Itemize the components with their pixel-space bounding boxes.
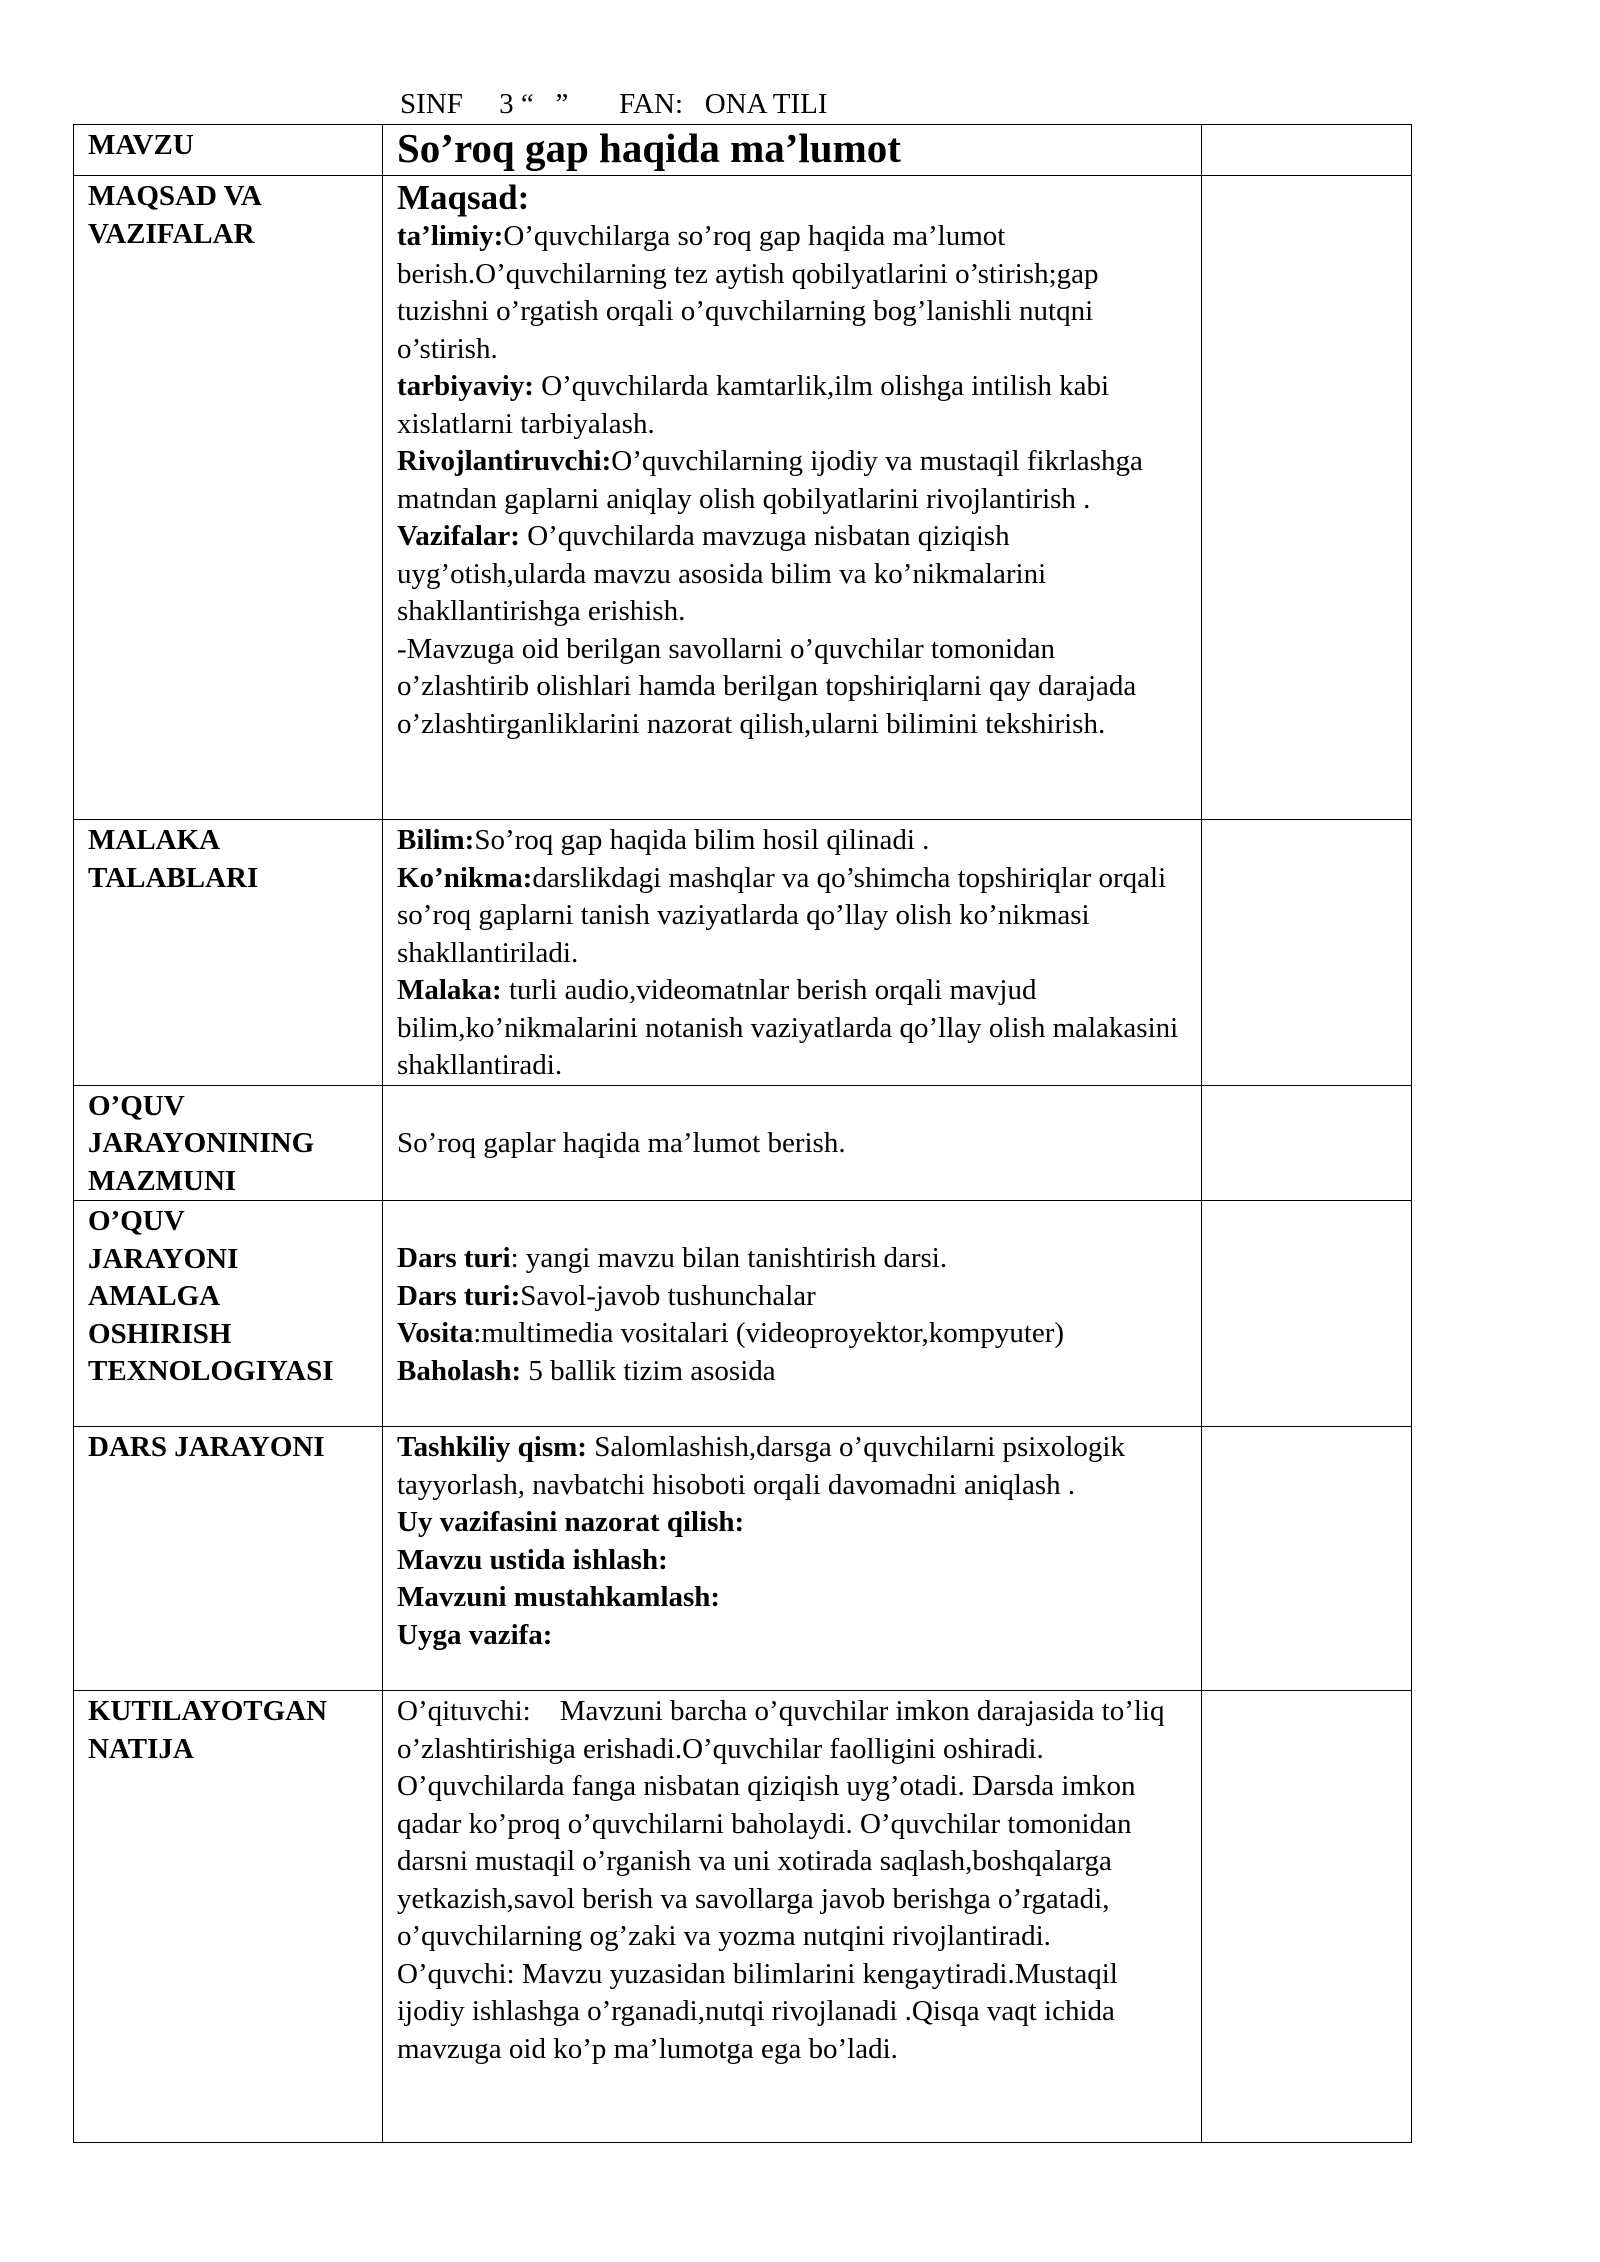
educational-goal	[397, 218, 1187, 368]
row-topic	[74, 125, 1412, 176]
outcome-label-line: NATIJA	[88, 1732, 194, 1765]
row-technology	[74, 1201, 1412, 1427]
upbringing-goal-label: tarbiyaviy:	[397, 370, 534, 402]
process-label: DARS JARAYONI	[74, 1427, 383, 1691]
developmental-goal-text: O’quvchilarning ijodiy va mustaqil fikrlashga matndan gaplarni aniqlay olish qobilyatlarini rivojlantirish .	[397, 445, 1143, 515]
upbringing-goal	[397, 368, 1187, 443]
goals-label-line: MAQSAD VA	[88, 180, 262, 212]
developmental-goal-label: Rivojlantiruvchi:	[397, 445, 612, 477]
skill	[397, 860, 1187, 973]
organizational-part-text: Salomlashish,darsga o’quvchilarni psixologik tayyorlash, navbatchi hisoboti orqali davomadni aniqlash .	[397, 1431, 1125, 1501]
process-extra-cell	[1202, 1427, 1412, 1691]
content-label-line: JARAYONINING	[88, 1127, 315, 1159]
upbringing-goal-text: O’quvchilarda kamtarlik,ilm olishga intilish kabi xislatlarni tarbiyalash.	[397, 370, 1109, 440]
technology-cell	[383, 1201, 1202, 1427]
topic-cell	[383, 125, 1202, 176]
outcome-cell	[383, 1691, 1202, 2143]
process-step: Uy vazifasini nazorat qilish:	[397, 1506, 745, 1538]
topic-extra-cell	[1202, 125, 1412, 176]
row-goals	[74, 176, 1412, 820]
lesson-type-1	[397, 1240, 1187, 1278]
tools-text: :multimedia vositalari (videoproyektor,kompyuter)	[473, 1317, 1065, 1349]
lesson-type-2-label: Dars turi:	[397, 1279, 521, 1312]
goals-label-line: VAZIFALAR	[88, 217, 255, 250]
technology-label-line: TEXNOLOGIYASI	[88, 1355, 334, 1387]
process-step: Mavzu ustida ishlash:	[397, 1543, 668, 1576]
educational-goal-label: ta’limiy:	[397, 220, 504, 252]
educational-goal-text: O’quvchilarga so’roq gap haqida ma’lumot berish.O’quvchilarning tez aytish qobilyatlarini o’stirish;gap tuzishni o’rgatish orqali o’quvchilarning bog’lanishli nutqni o’stirish.	[397, 220, 1099, 365]
tasks-text: O’quvchilarda mavzuga nisbatan qiziqish uyg’otish,ularda mavzu asosida bilim va ko’nikmalarini shakllantirishga erishish.	[397, 520, 1047, 627]
subject-label: FAN:	[619, 88, 684, 120]
competence	[397, 972, 1187, 1085]
technology-label-line: O’QUV	[88, 1205, 185, 1237]
row-requirements	[74, 820, 1412, 1086]
lesson-type-1-text: : yangi mavzu bilan tanishtirish darsi.	[510, 1242, 948, 1274]
content-text: So’roq gaplar haqida ma’lumot berish.	[397, 1127, 846, 1159]
tools-label: Vosita	[397, 1317, 474, 1349]
knowledge	[397, 822, 1187, 860]
organizational-part-label: Tashkiliy qism:	[397, 1431, 587, 1463]
goals-heading: Maqsad:	[397, 178, 530, 217]
technology-extra-cell	[1202, 1201, 1412, 1427]
organizational-part	[397, 1429, 1187, 1504]
assessment-label: Baholash:	[397, 1354, 522, 1387]
row-outcome	[74, 1691, 1412, 2143]
lesson-type-2-text: Savol-javob tushunchalar	[520, 1279, 816, 1312]
goals-extra-cell	[1202, 176, 1412, 820]
competence-label: Malaka:	[397, 974, 502, 1006]
tasks-label: Vazifalar:	[397, 520, 520, 552]
lesson-plan-table	[73, 124, 1412, 2143]
competence-text: turli audio,videomatnlar berish orqali mavjud bilim,ko’nikmalarini notanish vaziyatlarda qo’llay olish malakasini shakllantiradi.	[397, 974, 1179, 1081]
topic-label: MAVZU	[74, 125, 383, 176]
outcome-label-line: KUTILAYOTGAN	[88, 1695, 328, 1727]
student-outcome: O’quvchi: Mavzu yuzasidan bilimlarini kengaytiradi.Mustaqil ijodiy ishlashga o’rganadi,nutqi rivojlanadi .Qisqa vaqt ichida mavzuga oid ko’p ma’lumotga ega bo’ladi.	[397, 1957, 1118, 2065]
outcome-extra-cell	[1202, 1691, 1412, 2143]
tasks	[397, 518, 1187, 631]
knowledge-text: So’roq gap haqida bilim hosil qilinadi .	[474, 824, 930, 856]
goals-cell	[383, 176, 1202, 820]
technology-label	[74, 1201, 383, 1427]
topic-title: So’roq gap haqida ma’lumot	[397, 125, 901, 171]
assessment	[397, 1353, 1187, 1391]
subject-value: ONA TILI	[704, 88, 828, 120]
lesson-type-2	[397, 1278, 1187, 1316]
assessment-text: 5 ballik tizim asosida	[521, 1354, 776, 1387]
requirements-label	[74, 820, 383, 1086]
requirements-extra-cell	[1202, 820, 1412, 1086]
technology-label-line: AMALGA	[88, 1280, 221, 1312]
tools	[397, 1315, 1187, 1353]
row-content	[74, 1085, 1412, 1201]
goals-label	[74, 176, 383, 820]
lesson-type-1-label: Dars turi	[397, 1242, 511, 1274]
content-label-line: MAZMUNI	[88, 1164, 237, 1197]
row-process	[74, 1427, 1412, 1691]
technology-label-line: JARAYONI	[88, 1242, 239, 1275]
content-extra-cell	[1202, 1085, 1412, 1201]
tasks-extra: -Mavzuga oid berilgan savollarni o’quvchilar tomonidan o’zlashtirib olishlari hamda berilgan topshiriqlarni qay darajada o’zlashtirganliklarini nazorat qilish,ularni bilimini tekshirish.	[397, 632, 1137, 740]
class-label: SINF	[400, 88, 463, 120]
process-step: Uyga vazifa:	[397, 1618, 553, 1651]
lesson-header	[400, 88, 827, 120]
content-label-line: O’QUV	[88, 1089, 185, 1122]
skill-text: darslikdagi mashqlar va qo’shimcha topshiriqlar orqali so’roq gaplarni tanish vaziyatlarda qo’llay olish ko’nikmasi shakllantiriladi.	[397, 861, 1167, 969]
content-label	[74, 1085, 383, 1201]
developmental-goal	[397, 443, 1187, 518]
class-value: 3 “ ”	[499, 88, 569, 120]
skill-label: Ko’nikma:	[397, 861, 533, 894]
teacher-outcome: O’qituvchi: Mavzuni barcha o’quvchilar imkon darajasida to’liq o’zlashtirishiga erishadi.O’quvchilar faolligini oshiradi. O’quvchilarda fanga nisbatan qiziqish uyg’otadi. Darsda imkon qadar ko’proq o’quvchilarni baholaydi. O’quvchilar tomonidan darsni mustaqil o’rganish va uni xotirada saqlash,boshqalarga yetkazish,savol berish va savollarga javob berishga o’rgatadi, o’quvchilarning og’zaki va yozma nutqini rivojlantiradi.	[397, 1695, 1172, 1952]
content-cell	[383, 1085, 1202, 1201]
technology-label-line: OSHIRISH	[88, 1317, 232, 1350]
requirements-cell	[383, 820, 1202, 1086]
process-step: Mavzuni mustahkamlash:	[397, 1581, 721, 1613]
knowledge-label: Bilim:	[397, 824, 475, 856]
process-cell	[383, 1427, 1202, 1691]
requirements-label-line: MALAKA	[88, 824, 221, 856]
outcome-label	[74, 1691, 383, 2143]
requirements-label-line: TALABLARI	[88, 861, 259, 894]
